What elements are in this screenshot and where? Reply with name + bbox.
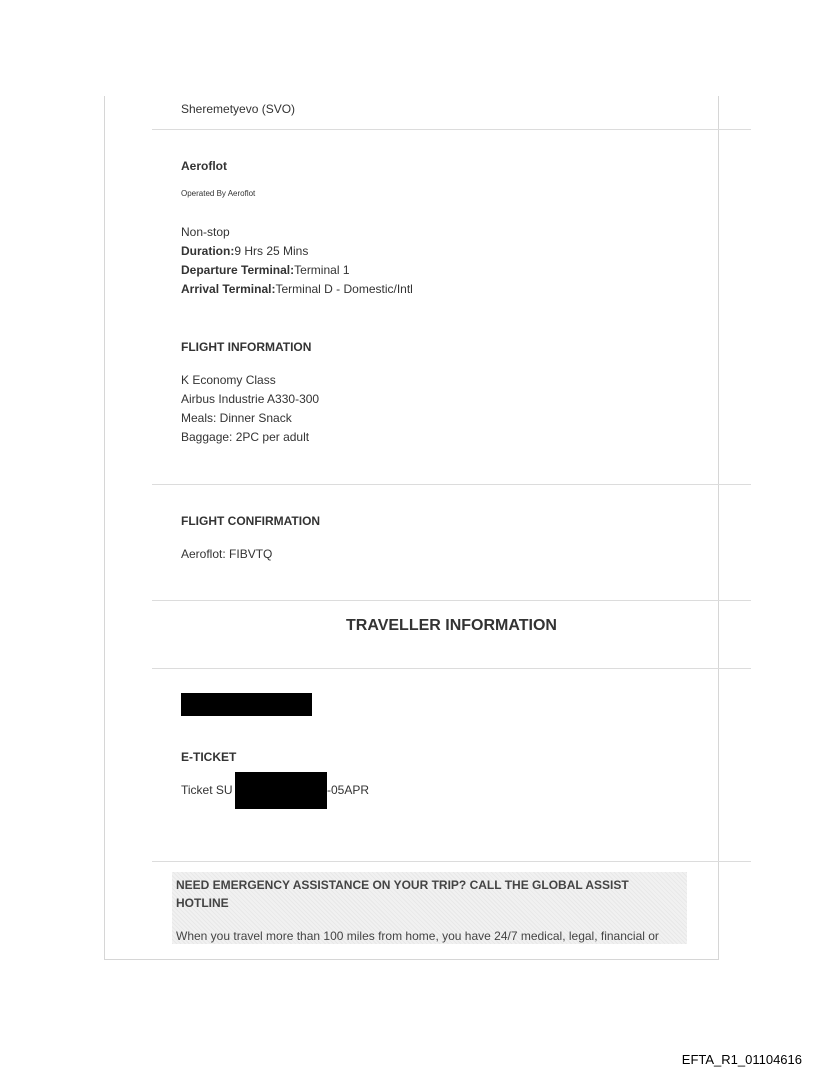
ticket-suffix: -05APR bbox=[327, 783, 370, 797]
confirmation-code: Aeroflot: FIBVTQ bbox=[181, 547, 273, 561]
divider bbox=[152, 600, 751, 601]
emergency-text: When you travel more than 100 miles from home, you have 24/7 medical, legal, financial or bbox=[176, 929, 659, 943]
eticket-heading: E-TICKET bbox=[181, 750, 237, 764]
arrival-terminal-line bbox=[181, 280, 413, 299]
arrival-terminal-label: Arrival Terminal: bbox=[181, 282, 276, 296]
ticket-prefix: Ticket SU bbox=[181, 783, 233, 797]
arrival-terminal-value: Terminal D - Domestic/Intl bbox=[275, 282, 413, 296]
traveller-information-heading: TRAVELLER INFORMATION bbox=[346, 617, 557, 634]
flight-confirmation-heading: FLIGHT CONFIRMATION bbox=[181, 514, 321, 528]
departure-terminal-value: Terminal 1 bbox=[294, 263, 350, 277]
document-id: EFTA_R1_01104616 bbox=[681, 1052, 802, 1067]
duration-line bbox=[181, 242, 308, 261]
flight-information-heading: FLIGHT INFORMATION bbox=[181, 340, 312, 354]
arrival-airport: Sheremetyevo (SVO) bbox=[181, 102, 296, 116]
baggage: Baggage: 2PC per adult bbox=[181, 430, 310, 444]
stops: Non-stop bbox=[181, 225, 230, 239]
airline-name: Aeroflot bbox=[181, 159, 227, 173]
emergency-heading: NEED EMERGENCY ASSISTANCE ON YOUR TRIP? CALL THE GLOBAL ASSIST HOTLINE bbox=[176, 878, 629, 910]
fare-class: K Economy Class bbox=[181, 373, 276, 387]
redacted-ticket-number bbox=[235, 772, 327, 809]
departure-terminal-line bbox=[181, 261, 350, 280]
redacted-traveller-name bbox=[181, 693, 312, 716]
divider bbox=[152, 668, 751, 669]
aircraft: Airbus Industrie A330-300 bbox=[181, 392, 320, 406]
divider bbox=[152, 861, 751, 862]
departure-terminal-label: Departure Terminal: bbox=[181, 263, 295, 277]
duration-label: Duration: bbox=[181, 244, 235, 258]
divider bbox=[152, 129, 751, 130]
meals: Meals: Dinner Snack bbox=[181, 411, 292, 425]
divider bbox=[152, 484, 751, 485]
duration-value: 9 Hrs 25 Mins bbox=[234, 244, 309, 258]
operated-by: Operated By Aeroflot bbox=[181, 189, 256, 198]
